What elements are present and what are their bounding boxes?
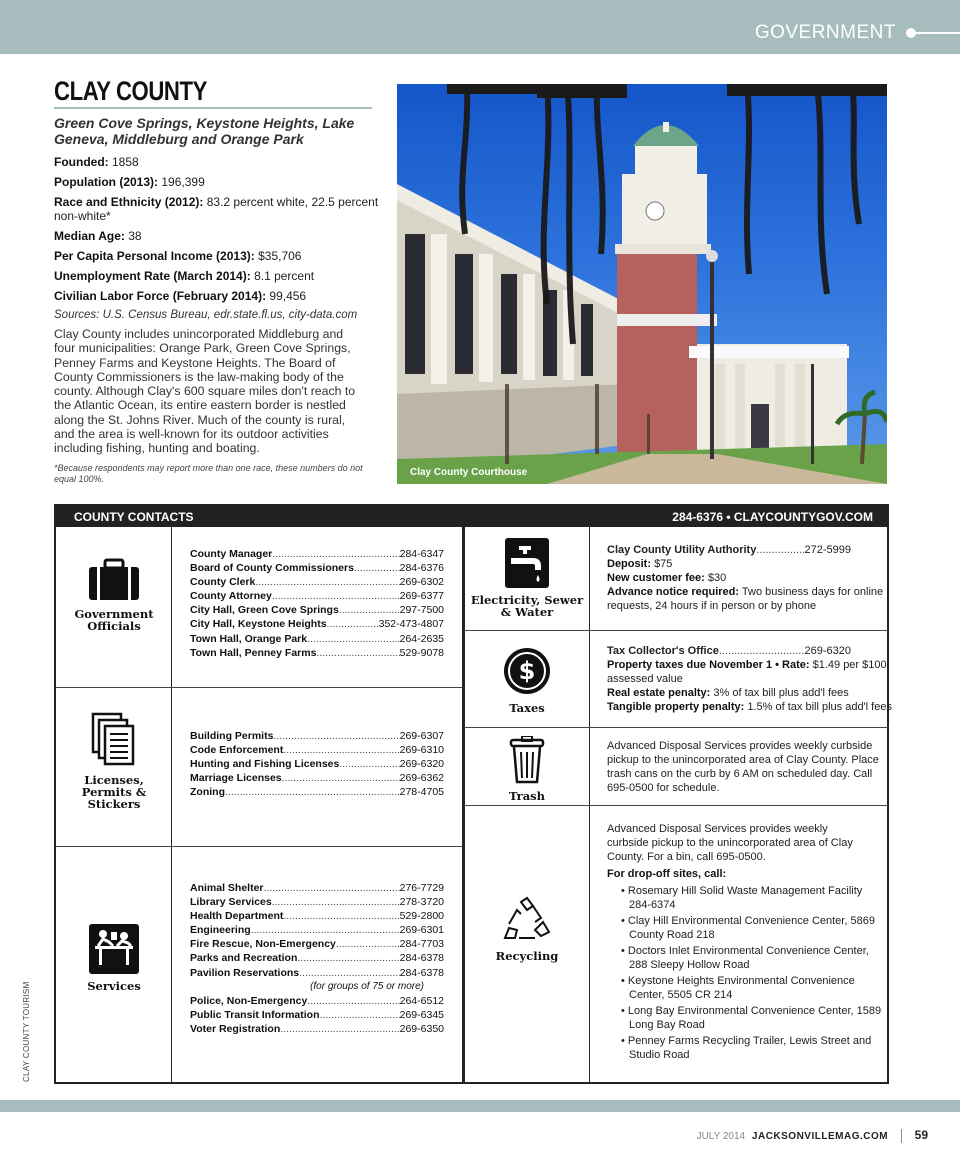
item-label: Building Permits xyxy=(190,730,274,742)
list-item xyxy=(190,909,444,923)
contacts-header xyxy=(56,506,887,527)
list-item: • Long Bay Environmental Convenience Center, 1589 Long Bay Road xyxy=(621,1005,882,1031)
recycling-text: Advanced Disposal Services provides weekly curbside pickup to the unincorporated area of Clay County. For a bin, call 695-0500. xyxy=(607,823,853,863)
list-item: • Penney Farms Recycling Trailer, Lewis Street and Studio Road xyxy=(621,1035,872,1061)
real-estate-label: Real estate penalty: xyxy=(607,687,711,699)
due-line xyxy=(607,658,887,686)
category-label: Recycling xyxy=(495,949,559,963)
fact-value: $35,706 xyxy=(258,249,302,263)
title-rule xyxy=(54,107,372,109)
list-item: • Doctors Inlet Environmental Convenience Center, 288 Sleepy Hollow Road xyxy=(621,945,869,971)
fact-value: 1858 xyxy=(112,155,139,169)
facts-block xyxy=(54,155,384,456)
list-item xyxy=(190,646,444,660)
list-item xyxy=(190,966,444,980)
item-phone: 269-6362 xyxy=(399,772,444,785)
fact-value: 99,456 xyxy=(269,289,307,303)
item-label: Clay County Utility Authority xyxy=(607,544,757,556)
item-label: Health Department xyxy=(190,910,284,923)
item-label: Fire Rescue, Non-Emergency xyxy=(190,938,336,951)
contacts-heading: COUNTY CONTACTS xyxy=(74,510,194,524)
briefcase-icon xyxy=(87,558,141,602)
footer-bar xyxy=(0,1100,960,1112)
page-title: CLAY COUNTY xyxy=(54,76,207,106)
site: Clay Hill Environmental Convenience Center, 5869 County Road 218 xyxy=(627,915,875,941)
courthouse-illustration xyxy=(397,84,887,484)
list-item xyxy=(190,632,444,646)
fact-founded xyxy=(54,155,384,169)
fact-label: Founded: xyxy=(54,155,109,169)
item-label: Tax Collector's Office xyxy=(607,645,719,657)
list-item: • Rosemary Hill Solid Waste Management Facility 284-6374 xyxy=(621,885,863,911)
item-label: County Manager xyxy=(190,548,273,560)
item-phone: 284-7703 xyxy=(399,938,444,951)
item-phone: 529-2800 xyxy=(399,910,444,923)
item-label: Police, Non-Emergency xyxy=(190,994,308,1007)
fact-value: 38 xyxy=(128,229,142,243)
recycling-info xyxy=(607,822,887,1064)
page-number: 59 xyxy=(914,1128,928,1142)
item-label: Parks and Recreation xyxy=(190,952,298,965)
divider xyxy=(56,846,463,847)
item-label: County Clerk xyxy=(190,576,256,589)
list-item xyxy=(190,895,444,909)
item-label: Town Hall, Orange Park xyxy=(190,632,308,645)
subtitle: Green Cove Springs, Keystone Heights, Lake Geneva, Middleburg and Orange Park xyxy=(54,115,355,147)
category-label: Government Officials xyxy=(74,607,154,633)
fact-label: Per Capita Personal Income (2013): xyxy=(54,249,255,263)
item-phone: 269-6377 xyxy=(399,590,444,603)
item-phone: 276-7729 xyxy=(399,882,444,894)
category-label: Licenses, Permits & Stickers xyxy=(81,773,147,811)
list-item xyxy=(190,547,444,561)
dropoff-label: For drop-off sites, call: xyxy=(607,868,727,880)
item-phone: 272-5999 xyxy=(804,544,851,556)
deposit-label: Deposit: xyxy=(607,558,651,570)
item-phone: 269-6350 xyxy=(399,1022,444,1035)
item-label: City Hall, Keystone Heights xyxy=(190,618,327,631)
item-phone: 269-6320 xyxy=(399,758,444,771)
contacts-phone-website: 284-6376 • CLAYCOUNTYGOV.COM xyxy=(672,510,873,524)
trash-info: Advanced Disposal Services provides weekly curbside pickup to the unincorporated area of Clay County. Place trash cans on the curb by 6 AM on scheduled day. Call 695-0500 for schedule. xyxy=(607,740,879,794)
section-line xyxy=(914,32,960,34)
fact-labor-force xyxy=(54,289,384,303)
real-estate-line xyxy=(607,686,887,700)
fact-race xyxy=(54,195,384,223)
svg-text:$: $ xyxy=(518,657,536,685)
item-phone: 269-6301 xyxy=(399,924,444,937)
trash-can-icon xyxy=(509,736,545,784)
list-item xyxy=(190,951,444,965)
footnote: *Because respondents may report more than one race, these numbers do not equal 100%. xyxy=(54,463,363,484)
category-licenses xyxy=(61,712,167,810)
list-item xyxy=(190,994,444,1008)
category-taxes xyxy=(468,646,586,714)
recycling-icon xyxy=(501,896,553,944)
fact-label: Population (2013): xyxy=(54,175,159,189)
dollar-icon xyxy=(502,646,552,696)
fact-population xyxy=(54,175,384,189)
list-item xyxy=(190,729,444,743)
site: Rosemary Hill Solid Waste Management Facility 284-6374 xyxy=(627,885,863,911)
groups-note: (for groups of 75 or more) xyxy=(310,980,424,992)
item-label: Engineering xyxy=(190,924,251,937)
category-label: Electricity, Sewer & Water xyxy=(470,593,584,619)
list-item xyxy=(190,757,444,771)
real-estate-value: 3% of tax bill plus add'l fees xyxy=(713,687,849,699)
sources: Sources: U.S. Census Bureau, edr.state.fl.us, city-data.com xyxy=(54,309,358,321)
list-item xyxy=(607,644,851,658)
divider xyxy=(464,805,889,806)
site: Penney Farms Recycling Trailer, Lewis Street and Studio Road xyxy=(627,1035,872,1061)
item-phone: 529-9078 xyxy=(399,646,444,659)
item-phone: 264-6512 xyxy=(399,994,444,1007)
section-dot xyxy=(906,28,916,38)
fee-value: $30 xyxy=(707,572,727,584)
item-phone: 284-6376 xyxy=(399,562,444,575)
services-icon xyxy=(89,924,139,974)
divider xyxy=(464,727,889,728)
list-item xyxy=(190,937,444,951)
photo-credit: CLAY COUNTY TOURISM xyxy=(22,981,31,1082)
issue-date: JULY 2014 xyxy=(696,1131,746,1142)
tangible-value: 1.5% of tax bill plus add'l fees xyxy=(747,701,892,713)
item-label: City Hall, Green Cove Springs xyxy=(190,604,339,617)
category-trash xyxy=(468,736,586,802)
item-phone: 284-6378 xyxy=(399,952,444,965)
item-phone: 278-4705 xyxy=(399,786,444,799)
site: Keystone Heights Environmental Convenience Center, 5505 CR 214 xyxy=(627,975,855,1001)
item-label: Animal Shelter xyxy=(190,882,264,894)
item-label: Marriage Licenses xyxy=(190,772,282,785)
item-label: Code Enforcement xyxy=(190,744,284,757)
services-list xyxy=(190,881,444,1036)
fact-label: Median Age: xyxy=(54,229,125,243)
list-item xyxy=(190,589,444,603)
government-list xyxy=(190,547,444,660)
item-phone: 284-6378 xyxy=(399,966,444,979)
electricity-info xyxy=(607,543,887,613)
category-label: Trash xyxy=(508,789,546,803)
tangible-label: Tangible property penalty: xyxy=(607,701,745,713)
documents-icon xyxy=(91,712,137,768)
item-label: Hunting and Fishing Licenses xyxy=(190,758,340,771)
licenses-list xyxy=(190,729,444,799)
list-item xyxy=(607,543,851,557)
list-item xyxy=(190,575,444,589)
list-item xyxy=(190,1008,444,1022)
item-phone: 269-6320 xyxy=(804,645,851,657)
item-phone: 269-6345 xyxy=(399,1008,444,1021)
tangible-line xyxy=(607,700,892,714)
due-value: $1.49 per $100 assessed value xyxy=(607,659,887,685)
item-label: Town Hall, Penney Farms xyxy=(190,646,317,659)
fact-value: 8.1 percent xyxy=(254,269,315,283)
site: Doctors Inlet Environmental Convenience Center, 288 Sleepy Hollow Road xyxy=(627,945,869,971)
list-item xyxy=(190,1022,444,1036)
item-label: Pavilion Reservations xyxy=(190,966,300,979)
fact-label: Civilian Labor Force (February 2014): xyxy=(54,289,267,303)
fact-value: 196,399 xyxy=(161,175,205,189)
fact-value: 83.2 percent white, 22.5 percent non-white* xyxy=(54,195,379,223)
list-item xyxy=(190,617,444,631)
category-services xyxy=(61,924,167,992)
category-electricity xyxy=(468,538,586,618)
deposit-line xyxy=(607,557,887,571)
website-link[interactable]: JACKSONVILLEMAG.COM xyxy=(751,1131,889,1142)
item-phone: 269-6302 xyxy=(399,576,444,589)
notice-line xyxy=(607,585,887,613)
item-label: Board of County Commissioners xyxy=(190,562,354,575)
item-label: County Attorney xyxy=(190,590,272,603)
fact-income xyxy=(54,249,384,263)
section-label: GOVERNMENT xyxy=(754,22,896,43)
list-item xyxy=(190,785,444,799)
taxes-info xyxy=(607,644,892,714)
list-item xyxy=(190,881,444,895)
deposit-value: $75 xyxy=(654,558,673,570)
list-item: • Clay Hill Environmental Convenience Center, 5869 County Road 218 xyxy=(621,915,875,941)
faucet-icon xyxy=(505,538,549,588)
item-phone: 264-2635 xyxy=(399,632,444,645)
fact-median-age xyxy=(54,229,384,243)
photo-caption: Clay County Courthouse xyxy=(410,467,528,478)
courthouse-photo xyxy=(397,84,887,484)
category-label: Services xyxy=(87,979,141,993)
item-label: Public Transit Information xyxy=(190,1008,320,1021)
category-recycling xyxy=(468,896,586,962)
fact-unemployment xyxy=(54,269,384,283)
item-phone: 352-473-4807 xyxy=(378,618,444,631)
list-item xyxy=(190,561,444,575)
fee-label: New customer fee: xyxy=(607,572,705,584)
category-government xyxy=(61,558,167,632)
list-item xyxy=(190,743,444,757)
page-footer xyxy=(697,1128,928,1143)
category-label: Taxes xyxy=(509,701,545,715)
divider xyxy=(464,630,889,631)
notice-value: Two business days for online requests, 24 hours if in person or by phone xyxy=(607,586,884,612)
item-phone: 269-6310 xyxy=(399,744,444,757)
fact-label: Race and Ethnicity (2012): xyxy=(54,195,204,209)
footer-separator xyxy=(901,1129,902,1143)
due-label: Property taxes due November 1 • Rate: xyxy=(607,659,810,671)
dropoff-list xyxy=(607,884,887,1062)
divider xyxy=(171,527,172,1084)
fee-line xyxy=(607,571,887,585)
list-item: • Keystone Heights Environmental Convenience Center, 5505 CR 214 xyxy=(621,975,855,1001)
dropoff-heading xyxy=(607,867,887,881)
county-contacts xyxy=(54,504,892,1084)
fact-label: Unemployment Rate (March 2014): xyxy=(54,269,251,283)
item-phone: 269-6307 xyxy=(399,730,444,742)
list-item xyxy=(190,771,444,785)
item-label: Zoning xyxy=(190,786,225,799)
item-label: Voter Registration xyxy=(190,1022,281,1035)
item-phone: 297-7500 xyxy=(399,604,444,617)
description: Clay County includes unincorporated Middleburg and four municipalities: Orange Park, Green Cove Springs, Penney Farms and Keystone Heights. The Board of County Commissioners is the law-making body of the county. Although Clay's 600 square miles don't reach to the Atlantic Ocean, its entire eastern border is nestled along the St. Johns River. Much of the county is rural, and the area is well-known for its outdoor activities including fishing, hunting and boating. xyxy=(54,327,356,456)
list-item xyxy=(190,923,444,937)
list-item xyxy=(190,603,444,617)
divider xyxy=(56,687,463,688)
item-label: Library Services xyxy=(190,896,272,909)
item-phone: 278-3720 xyxy=(399,896,444,909)
site: Long Bay Environmental Convenience Center, 1589 Long Bay Road xyxy=(627,1005,882,1031)
item-phone: 284-6347 xyxy=(399,548,444,560)
notice-label: Advance notice required: xyxy=(607,586,740,598)
